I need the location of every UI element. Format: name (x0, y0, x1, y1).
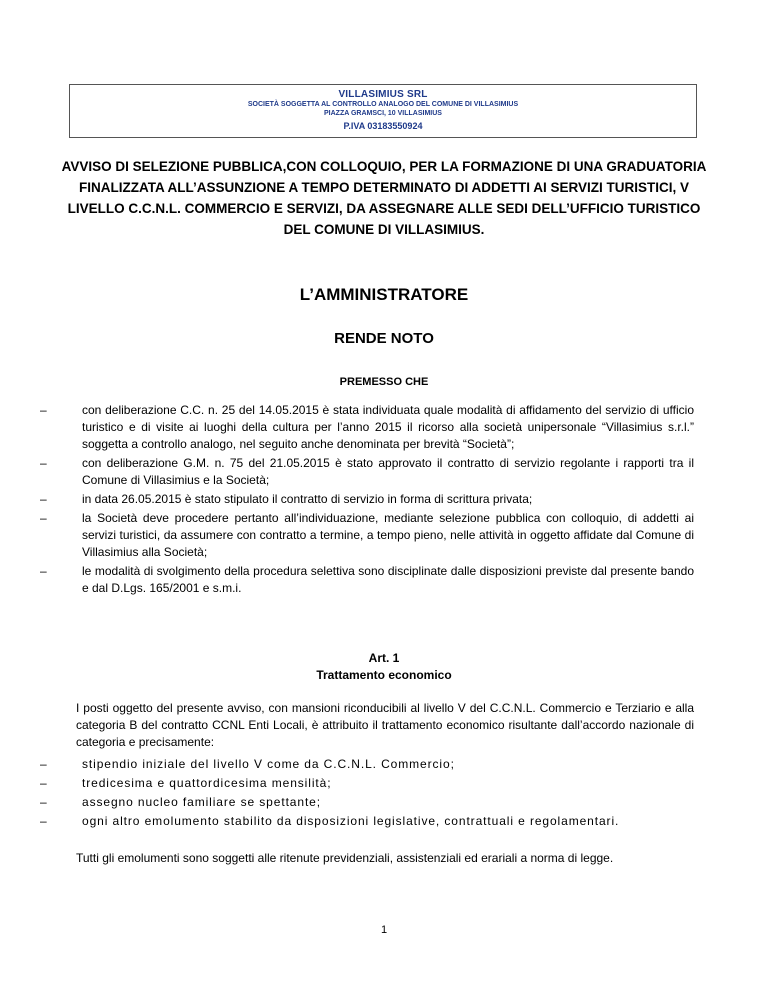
letterhead-box (69, 84, 697, 138)
treatment-list (40, 756, 694, 832)
list-item (40, 756, 694, 773)
list-item (40, 402, 694, 453)
bullet-dash: – (40, 511, 47, 525)
article-number: Art. 1 (368, 651, 400, 665)
list-item (40, 491, 694, 508)
announce-heading: RENDE NOTO (334, 330, 434, 347)
bullet-dash: – (40, 492, 47, 506)
article-closing: Tutti gli emolumenti sono soggetti alle ritenute previdenziali, assistenziali ed erariali a norma di legge. (76, 851, 614, 865)
bullet-dash: – (40, 403, 47, 417)
list-item (40, 813, 694, 830)
bullet-dash: – (40, 564, 47, 578)
list-item-text: la Società deve procedere pertanto all’individuazione, mediante selezione pubblica con colloquio, di addetti ai servizi turistici, da assumere con contratto a termine, a tempo pieno, nelle attività in oggetto affidate dal Comune di Villasimius alla Società; (82, 511, 694, 559)
company-subtitle: SOCIETÀ SOGGETTA AL CONTROLLO ANALOGO DEL COMUNE DI VILLASIMIUS (247, 101, 519, 108)
bullet-dash: – (40, 814, 48, 828)
bullet-dash: – (40, 757, 48, 771)
list-item-text: con deliberazione G.M. n. 75 del 21.05.2015 è stato approvato il contratto di servizio regolante i rapporti tra il Comune di Villasimius e la Società; (82, 456, 694, 487)
list-item-text: assegno nucleo familiare se spettante; (82, 795, 321, 809)
list-item-text: ogni altro emolumento stabilito da disposizioni legislative, contrattuali e regolamentari. (82, 814, 620, 828)
list-item-text: stipendio iniziale del livello V come da C.C.N.L. Commercio; (82, 757, 455, 771)
article-title: Trattamento economico (316, 668, 452, 682)
list-item-text: le modalità di svolgimento della procedura selettiva sono disciplinate dalle disposizioni previste dal presente bando e dal D.Lgs. 165/2001 e s.m.i. (82, 564, 694, 595)
bullet-dash: – (40, 776, 48, 790)
list-item-text: con deliberazione C.C. n. 25 del 14.05.2015 è stata individuata quale modalità di affidamento del servizio di ufficio turistico e di visite ai luoghi della cultura per l’anno 2015 il ricorso alla società unipersonale “Villasimius s.r.l.” soggetta a controllo analogo, nel seguito anche denominata per brevità “Società”; (82, 403, 694, 451)
page-number: 1 (380, 924, 388, 936)
notice-title: AVVISO DI SELEZIONE PUBBLICA,CON COLLOQUIO, PER LA FORMAZIONE DI UNA GRADUATORIA FINALIZZATA ALL’ASSUNZIONE A TEMPO DETERMINATO DI ADDETTI AI SERVIZI TURISTICI, V LIVELLO C.C.N.L. COMMERCIO E SERVIZI, DA ASSEGNARE ALLE SEDI DELL’UFFICIO TURISTICO DEL COMUNE DI VILLASIMIUS. (61, 159, 707, 237)
list-item (40, 510, 694, 561)
list-item (40, 794, 694, 811)
bullet-dash: – (40, 456, 47, 470)
article-intro: I posti oggetto del presente avviso, con mansioni riconducibili al livello V del C.C.N.L. Commercio e Terziario e alla categoria B del contratto CCNL Enti Locali, è attribuito il trattamento economico risultante dall’accordo nazionale di categoria e precisamente: (76, 701, 694, 749)
list-item-text: in data 26.05.2015 è stato stipulato il contratto di servizio in forma di scrittura privata; (82, 492, 533, 506)
premesso-list (40, 402, 694, 599)
list-item (40, 455, 694, 489)
issuer-heading: L’AMMINISTRATORE (299, 285, 469, 304)
company-name: VILLASIMIUS SRL (338, 89, 428, 100)
premesso-heading: PREMESSO CHE (339, 376, 429, 388)
list-item (40, 775, 694, 792)
company-address: PIAZZA GRAMSCI, 10 VILLASIMIUS (324, 110, 442, 117)
list-item (40, 563, 694, 597)
bullet-dash: – (40, 795, 48, 809)
company-vat: P.IVA 03183550924 (343, 121, 423, 131)
list-item-text: tredicesima e quattordicesima mensilità; (82, 776, 332, 790)
